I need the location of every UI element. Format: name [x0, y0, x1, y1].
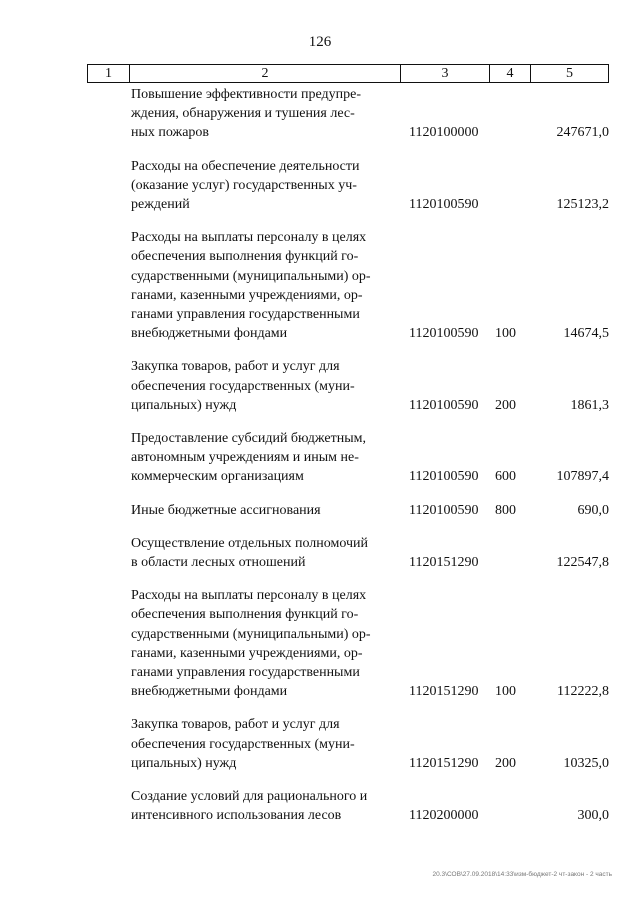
description-line: Закупка товаров, работ и услуг для: [131, 717, 340, 733]
amount: 247671,0: [556, 125, 609, 141]
table-header: [87, 64, 609, 83]
amount: 107897,4: [556, 469, 609, 485]
description-line: ципальных) нужд: [131, 755, 237, 771]
table-row: [0, 228, 640, 343]
header-col-1: 1: [88, 65, 130, 82]
description-line: коммерческим организациям: [131, 469, 304, 485]
row-description: [131, 429, 392, 487]
target-article-code: 1120151290: [409, 755, 479, 771]
description-line: Иные бюджетные ассигнования: [131, 502, 321, 518]
description-line: Расходы на выплаты персоналу в целях: [131, 588, 367, 604]
description-line: обеспечения государственных (муни-: [131, 378, 355, 394]
row-description: [131, 534, 392, 572]
description-line: ципальных) нужд: [131, 397, 237, 413]
header-col-5: 5: [566, 66, 573, 81]
description-line: внебюджетными фондами: [131, 684, 288, 700]
target-article-code: 1120100590: [409, 397, 479, 413]
amount: 690,0: [577, 502, 609, 518]
table-row: [0, 85, 640, 143]
header-col-3: 3: [401, 65, 490, 82]
target-article-code: 1120100590: [409, 326, 479, 342]
table-row: [0, 787, 640, 825]
expense-type-code: 600: [495, 469, 516, 485]
header-col-4: 4: [490, 65, 531, 82]
target-article-code: 1120200000: [409, 808, 479, 824]
description-line: обеспечения государственных (муни-: [131, 736, 355, 752]
description-line: Создание условий для рационального и: [131, 789, 368, 805]
expense-type-code: 100: [495, 684, 516, 700]
row-description: [131, 357, 392, 415]
table-row: [0, 429, 640, 487]
description-line: внебюджетными фондами: [131, 326, 288, 342]
description-line: ганами управления государственными: [131, 307, 360, 323]
amount: 300,0: [577, 808, 609, 824]
row-description: [131, 157, 392, 215]
target-article-code: 1120100590: [409, 502, 479, 518]
description-line: Расходы на обеспечение деятельности: [131, 158, 360, 174]
row-description: [131, 586, 392, 701]
row-description: [131, 85, 392, 143]
expense-type-code: 200: [495, 397, 516, 413]
budget-rows: [0, 85, 640, 826]
expense-type-code: 800: [495, 502, 516, 518]
description-line: Закупка товаров, работ и услуг для: [131, 359, 340, 375]
expense-type-code: 100: [495, 326, 516, 342]
row-description: [131, 715, 392, 773]
description-line: (оказание услуг) государственных уч-: [131, 177, 357, 193]
description-line: сударственными (муниципальными) ор-: [131, 626, 371, 642]
description-line: ганами, казенными учреждениями, ор-: [131, 645, 363, 661]
description-line: обеспечения выполнения функций го-: [131, 249, 359, 265]
description-line: в области лесных отношений: [131, 555, 306, 571]
expense-type-code: 200: [495, 755, 516, 771]
table-row: [0, 501, 640, 520]
amount: 112222,8: [557, 684, 609, 700]
description-line: реждений: [131, 197, 190, 213]
target-article-code: 1120100590: [409, 197, 479, 213]
description-line: обеспечения выполнения функций го-: [131, 607, 359, 623]
description-line: ганами, казенными учреждениями, ор-: [131, 287, 363, 303]
amount: 1861,3: [570, 397, 609, 413]
description-line: интенсивного использования лесов: [131, 808, 342, 824]
description-line: ждения, обнаружения и тушения лес-: [131, 106, 355, 122]
target-article-code: 1120151290: [409, 684, 479, 700]
table-row: [0, 586, 640, 701]
amount: 10325,0: [563, 755, 609, 771]
table-row: [0, 534, 640, 572]
row-description: [131, 228, 392, 343]
amount: 14674,5: [563, 326, 609, 342]
footer-stamp: 20.3\СОВ\27.09.2018\14:33\изм-бюджет-2 чт-закон - 2 часть: [432, 871, 612, 878]
table-row: [0, 157, 640, 215]
row-description: [131, 787, 392, 825]
amount: 122547,8: [556, 555, 609, 571]
description-line: Повышение эффективности предупре-: [131, 87, 362, 102]
description-line: Предоставление субсидий бюджетным,: [131, 431, 367, 447]
description-line: Осуществление отдельных полномочий: [131, 535, 369, 551]
row-description: [131, 501, 392, 520]
page-number: 126: [308, 34, 332, 50]
table-row: [0, 357, 640, 415]
target-article-code: 1120100000: [409, 125, 479, 141]
description-line: ных пожаров: [131, 125, 210, 141]
description-line: автономным учреждениям и иным не-: [131, 450, 359, 466]
target-article-code: 1120151290: [409, 555, 479, 571]
header-col-2: 2: [130, 65, 401, 82]
target-article-code: 1120100590: [409, 469, 479, 485]
description-line: Расходы на выплаты персоналу в целях: [131, 230, 367, 246]
description-line: сударственными (муниципальными) ор-: [131, 268, 371, 284]
description-line: ганами управления государственными: [131, 665, 360, 681]
amount: 125123,2: [556, 197, 609, 213]
table-row: [0, 715, 640, 773]
